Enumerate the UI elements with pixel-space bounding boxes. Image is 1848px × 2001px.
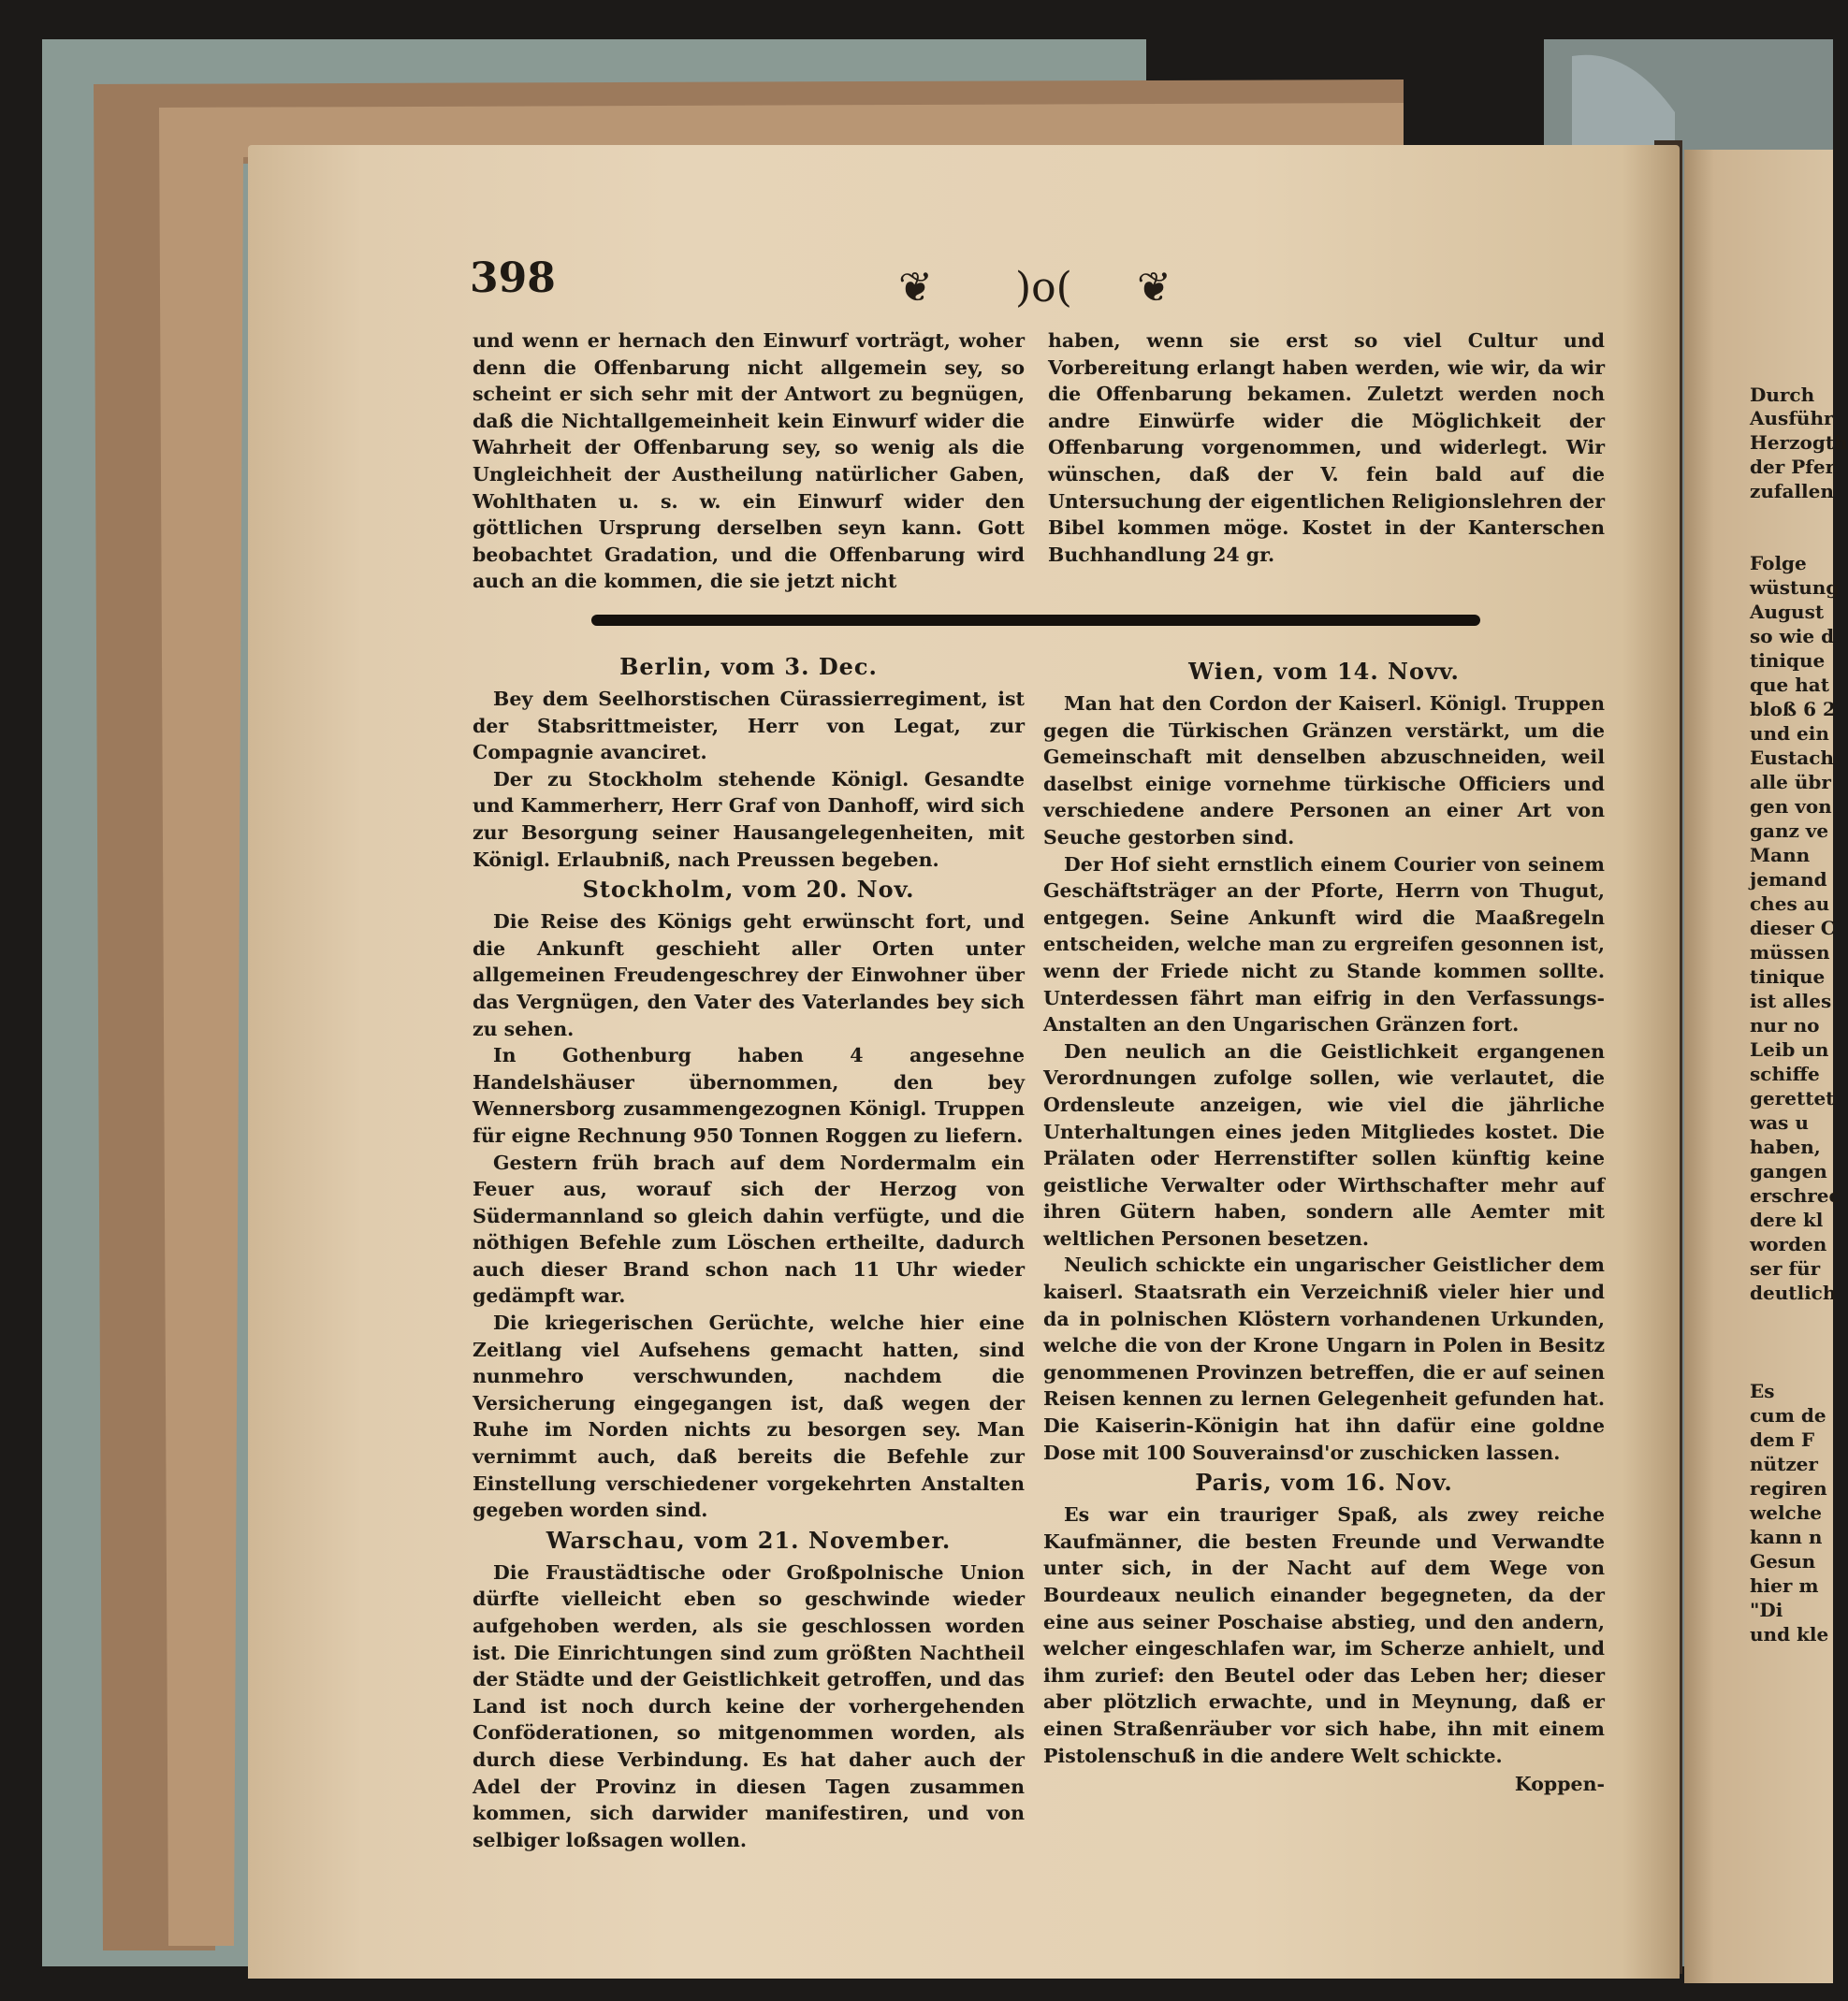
next-page-fragment: schiffe xyxy=(1750,1063,1820,1085)
next-page-fragment: ser für xyxy=(1750,1257,1821,1280)
top-article-left xyxy=(473,327,1025,595)
page-number: 398 xyxy=(470,254,556,302)
next-page-fragment: Herzogth xyxy=(1750,431,1848,454)
next-page-fragment: welche xyxy=(1750,1501,1822,1524)
next-page-fragment: tinique xyxy=(1750,965,1826,988)
article-paragraph: Den neulich an die Geistlichkeit ergangenen Verordnungen zufolge sollen, wie verlautet, die Ordensleute anzeigen, wie viel die jährliche Unterhaltungen eines jeden Mitgliedes kostet. Die Prälaten oder Herrenstifter sollen künftig keine geistliche Verwalter oder Wirthschafter mehr auf ihren Gütern haben, sondern alle Aemter mit weltlichen Personen besetzen. xyxy=(1043,1039,1605,1250)
top-article-right xyxy=(1048,327,1605,568)
next-page-fragment: dem F xyxy=(1750,1428,1815,1451)
article-paragraph: Neulich schickte ein ungarischer Geistlicher dem kaiserl. Staatsrath ein Verzeichniß vieler hier und da in polnischen Klöstern vorhandenen Urkunden, welche die von der Krone Ungarn in Polen in Besitz genommenen Provinzen betreffen, die er auf seinen Reisen kennen zu lernen Gelegenheit gefunden hat. Die Kaiserin-Königin hat ihn dafür eine goldne Dose mit 100 Souverainsd'or zuschicken lassen. xyxy=(1043,1254,1605,1464)
next-page-fragment: Folge xyxy=(1750,552,1807,574)
next-page-fragment: so wie d xyxy=(1750,625,1835,647)
next-page-fragment: que hat xyxy=(1750,674,1829,696)
ornament-left-icon: ❦ xyxy=(898,264,933,312)
article-paragraph: Bey dem Seelhorstischen Cürassierregiment, ist der Stabsrittmeister, Herr von Legat, zur Compagnie avanciret. xyxy=(473,688,1025,764)
next-page-fragment: alle übr xyxy=(1750,771,1831,793)
next-page-fragment: haben, xyxy=(1750,1136,1821,1158)
next-page-fragment: regiren xyxy=(1750,1477,1827,1500)
article-paragraph: Man hat den Cordon der Kaiserl. Königl. Truppen gegen die Türkischen Gränzen verstärkt, um die Gemeinschaft mit denselben abzuschneiden, weil daselbst einige vornehme türkische Officiers und verschiedene andere Personen an einer Art von Seuche gestorben sind. xyxy=(1043,692,1605,848)
dateline-berlin: Berlin, vom 3. Dec. xyxy=(619,653,878,680)
next-page-fragment: deutlich xyxy=(1750,1282,1837,1304)
top-article-left-text: und wenn er hernach den Einwurf vorträgt, woher denn die Offenbarung nicht allgemein sey, so scheint er sich sehr mit der Antwort zu begnügen, daß die Nichtallgemeinheit kein Einwurf wider die Wahrheit der Offenbarung sey, so wenig als die Ungleichheit der Austheilung natürlicher Gaben, Wohlthaten u. s. w. ein Einwurf wider den göttlichen Ursprung derselben seyn kann. Gott beobachtet Gradation, und die Offenbarung wird auch an die kommen, die sie jetzt nicht xyxy=(473,329,1025,593)
next-page-fragment: Es xyxy=(1750,1380,1775,1402)
next-page-fragment: gangen xyxy=(1750,1160,1827,1182)
next-page-fragment: Leib un xyxy=(1750,1038,1829,1061)
next-page-fragment: Durch xyxy=(1750,384,1815,406)
next-page-fragment: Mann xyxy=(1750,844,1811,866)
next-page-fragment: ist alles xyxy=(1750,990,1832,1012)
catchword: Koppen- xyxy=(1514,1773,1605,1796)
next-page-fragment: August xyxy=(1750,601,1825,623)
news-column-right xyxy=(1043,655,1605,1798)
next-page-fragment: und kle xyxy=(1750,1623,1829,1646)
section-divider xyxy=(591,615,1480,626)
next-page-fragment: wüstung xyxy=(1750,576,1840,599)
next-page-fragment: Gesun xyxy=(1750,1550,1816,1573)
dateline-stockholm: Stockholm, vom 20. Nov. xyxy=(582,876,915,904)
next-page-fragment: Ausführ xyxy=(1750,407,1834,429)
article-paragraph: Es war ein trauriger Spaß, als zwey reiche Kaufmänner, die besten Freunde und Verwandte unter sich, in der Nacht auf dem Wege von Bourdeaux neulich einander begegneten, da der eine aus seiner Poschaise abstieg, und den andern, welcher eingeschlafen war, im Scherze anhielt, und ihm zurief: den Beutel oder das Leben her; dieser aber plötzlich erwachte, und in Meynung, daß er einen Straßenräuber vor sich habe, ihn mit einem Pistolenschuß in die andere Welt schickte. xyxy=(1043,1503,1605,1767)
article-paragraph: Der zu Stockholm stehende Königl. Gesandte und Kammerherr, Herr Graf von Danhoff, wird sich zur Besorgung seiner Hausangelegenheiten, mit Königl. Erlaubniß, nach Preussen begeben. xyxy=(473,767,1025,871)
article-paragraph: Die Reise des Königs geht erwünscht fort, und die Ankunft geschieht aller Orten unter allgemeinen Freudengeschrey der Einwohner über das Vergnügen, den Vater des Vaterlandes bey sich zu sehen. xyxy=(473,910,1025,1040)
next-page-fragment: gerettet xyxy=(1750,1087,1835,1109)
next-page-fragment: tinique xyxy=(1750,649,1826,672)
next-page-fragment: dieser C xyxy=(1750,917,1836,939)
next-page-fragment: worden xyxy=(1750,1233,1827,1255)
article-paragraph: Die kriegerischen Gerüchte, welche hier eine Zeitlang viel Aufsehens gemacht hatten, sind nunmehro verschwunden, nachdem die Versicherung eingegangen ist, daß wegen der Ruhe im Norden nichts zu besorgen sey. Man vernimmt auch, daß bereits die Befehle zur Einstellung verschiedener vorgekehrten Anstalten gegeben worden sind. xyxy=(473,1312,1025,1522)
next-page-fragment: kann n xyxy=(1750,1526,1823,1548)
ornament-center-icon: )o( xyxy=(1015,264,1072,312)
next-page-fragment: nur no xyxy=(1750,1014,1820,1037)
right-page-edge xyxy=(1684,150,1848,1983)
news-column-left xyxy=(473,650,1025,1853)
article-paragraph: In Gothenburg haben 4 angesehne Handelshäuser übernommen, den bey Wennersborg zusammengezognen Königl. Truppen für eigne Rechnung 950 Tonnen Roggen zu liefern. xyxy=(473,1044,1025,1147)
next-page-fragment: zufallen xyxy=(1750,480,1834,502)
top-article-right-text: haben, wenn sie erst so viel Cultur und Vorbereitung erlangt haben werden, wie wir, da wir die Offenbarung bekamen. Zuletzt werden noch andre Einwürfe wider die Möglichkeit der Offenbarung vorgenommen, und widerlegt. Wir wünschen, daß der V. fein bald auf die Untersuchung der eigentlichen Religionslehren der Bibel kommen möge. Kostet in der Kanterschen Buchhandlung 24 gr. xyxy=(1048,329,1605,566)
next-page-fragment: jemand xyxy=(1750,868,1827,891)
next-page-fragment: gen von xyxy=(1750,795,1832,818)
next-page-fragment: bloß 6 2 xyxy=(1750,698,1836,720)
next-page-fragment: müssen xyxy=(1750,941,1830,964)
article-paragraph: Gestern früh brach auf dem Nordermalm ein Feuer aus, worauf sich der Herzog von Südermannland so gleich dahin verfügte, und die nöthigen Befehle zum Löschen ertheilte, dadurch auch dieser Brand schon nach 11 Uhr wieder gedämpft war. xyxy=(473,1151,1025,1308)
next-page-fragment: nützer xyxy=(1750,1453,1818,1475)
next-page-fragment: was u xyxy=(1750,1111,1809,1134)
next-page-fragment: und ein xyxy=(1750,722,1829,745)
dateline-warschau: Warschau, vom 21. November. xyxy=(546,1526,952,1554)
article-paragraph: Der Hof sieht ernstlich einem Courier von seinem Geschäftsträger an der Pforte, Herrn von Thugut, entgegen. Seine Ankunft wird die Maaßregeln entscheiden, welche man zu ergreifen gesonnen ist, wenn der Friede nicht zu Stande kommen sollte. Unterdessen fährt man eifrig in den Verfassungs-Anstalten an den Ungarischen Gränzen fort. xyxy=(1043,852,1605,1037)
next-page-fragment: dere kl xyxy=(1750,1209,1824,1231)
dateline-paris: Paris, vom 16. Nov. xyxy=(1195,1469,1453,1497)
ornament-right-icon: ❦ xyxy=(1137,264,1171,312)
next-page-fragment: "Di xyxy=(1750,1599,1783,1621)
dateline-wien: Wien, vom 14. Novv. xyxy=(1188,658,1460,685)
next-page-fragment: erschrec xyxy=(1750,1184,1841,1207)
next-page-fragment: hier m xyxy=(1750,1574,1819,1597)
next-page-fragment: ganz ve xyxy=(1750,819,1829,842)
next-page-fragment: Eustach xyxy=(1750,747,1834,769)
article-paragraph: Die Fraustädtische oder Großpolnische Union dürfte vielleicht eben so geschwinde wieder aufgehoben werden, als sie geschlossen worden ist. Die Einrichtungen sind zum größten Nachtheil der Städte und der Geistlichkeit getroffen, und das Land ist noch durch keine der vorhergehenden Conföderationen, so mitgenommen worden, als durch diese Verbindung. Es hat daher auch der Adel der Provinz in diesen Tagen zusammen kommen, sich darwider manifestiren, und von selbiger loßsagen wollen. xyxy=(473,1560,1025,1851)
next-page-fragment: ches au xyxy=(1750,892,1830,915)
next-page-fragment: cum de xyxy=(1750,1404,1826,1427)
next-page-fragment: der Pfer xyxy=(1750,456,1836,478)
